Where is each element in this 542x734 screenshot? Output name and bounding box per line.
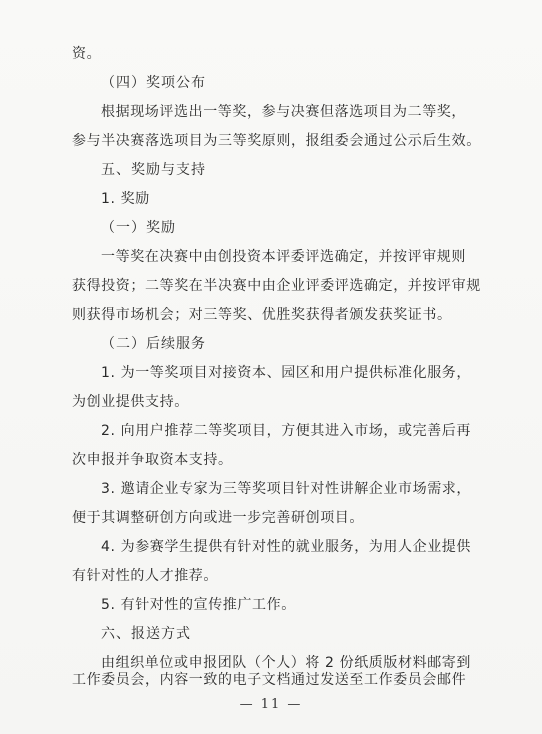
text-line: 参与半决赛落选项目为三等奖原则，报组委会通过公示后生效。 (72, 133, 481, 149)
section-heading: （四）奖项公布 (101, 75, 206, 91)
text-line: 有针对性的人才推荐。 (72, 568, 218, 584)
text-line: 4. 为参赛学生提供有针对性的就业服务，为用人企业提供 (101, 539, 472, 555)
text-line: 便于其调整研创方向或进一步完善研创项目。 (72, 510, 364, 526)
section-heading: 五、奖励与支持 (101, 162, 206, 178)
text-line: 1. 为一等奖项目对接资本、园区和用户提供标准化服务， (101, 365, 472, 381)
text-line: 资。 (72, 46, 102, 62)
text-line: 则获得市场机会；对三等奖、优胜奖获得者颁发获奖证书。 (72, 307, 452, 323)
text-line: 一等奖在决赛中由创投资本评委评选确定，并按评审规则 (101, 249, 466, 265)
text-line: 2. 向用户推荐二等奖项目，方便其进入市场，或完善后再 (101, 423, 472, 439)
text-line: 获得投资；二等奖在半决赛中由企业评委评选确定，并按评审规 (72, 278, 481, 294)
text-line: 工作委员会，内容一致的电子文档通过发送至工作委员会邮件 (72, 672, 467, 688)
section-heading: （一）奖励 (101, 220, 176, 236)
text-line: 次申报并争取资本支持。 (72, 452, 233, 468)
text-line: 5. 有针对性的宣传推广工作。 (101, 597, 296, 613)
section-heading: （二）后续服务 (101, 336, 206, 352)
text-line: 由组织单位或申报团队（个人）将 2 份纸质版材料邮寄到 (101, 655, 472, 671)
section-heading: 六、报送方式 (101, 626, 191, 642)
text-line: 为创业提供支持。 (72, 394, 189, 410)
section-heading: 1. 奖励 (101, 191, 150, 207)
page-number: — 11 — (239, 697, 303, 712)
text-line: 根据现场评选出一等奖，参与决赛但落选项目为二等奖， (101, 104, 466, 120)
text-line: 3. 邀请企业专家为三等奖项目针对性讲解企业市场需求， (101, 481, 472, 497)
